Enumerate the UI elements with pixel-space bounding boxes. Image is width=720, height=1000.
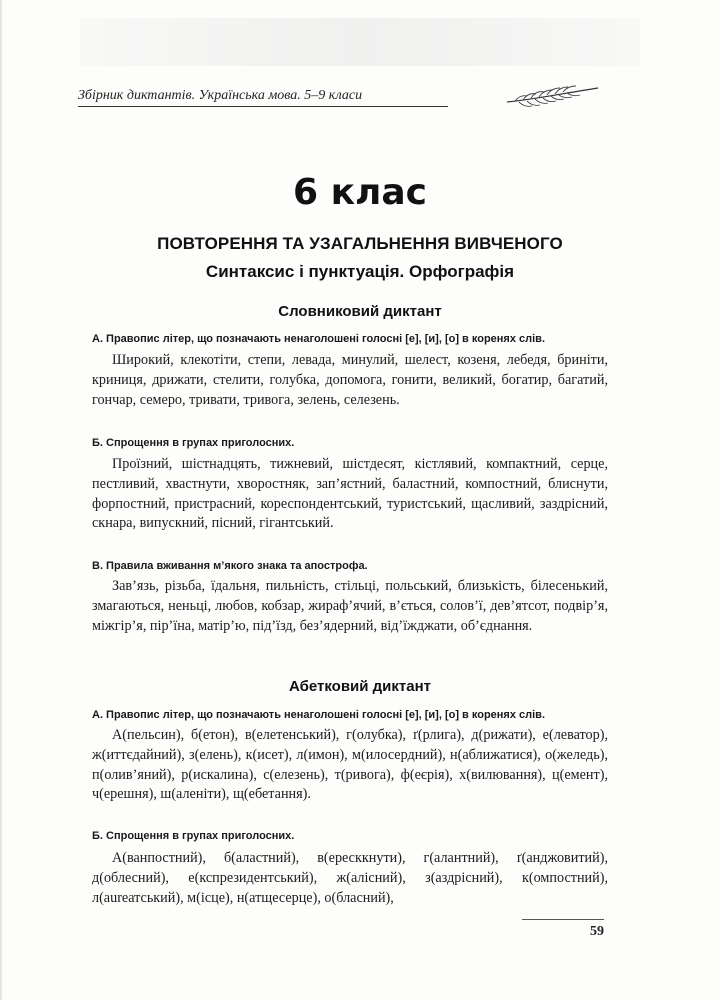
footer-rule (522, 919, 604, 920)
header-rule (78, 106, 448, 107)
subsection-title: Синтаксис і пунктуація. Орфографія (205, 262, 515, 281)
exercise-rubric: А. Правопис літер, що позначають ненаголошені голосні [е], [и], [о] в коренях слів. (92, 333, 546, 345)
page-number: 59 (590, 924, 604, 939)
dictation-title: Словниковий диктант (278, 303, 442, 320)
section-title: ПОВТОРЕННЯ ТА УЗАГАЛЬНЕННЯ ВИВЧЕНОГО (157, 234, 563, 253)
dictation-text: Проїзний, шістнадцять, тижневий, шістдесят, кістлявий, компактний, серце, пестливий, хвастнути, хворостняк, зап’ястний, баластний, компостний, блиснути, форпостний, пристрасний, кореспондентський, туристський, щасливий, заздрісний, скнара, випускний, пісний, гігантський. (92, 456, 608, 532)
dictation-text: Зав’язь, різьба, їдальня, пильність, стільці, польський, близькість, білесенький, змагаються, неньці, любов, кобзар, жираф’ячий, в’ється, солов’ї, дев’ятсот, подвір’я, міжгір’я, пір’їна, матір’ю, під’їзд, без’ядерний, від’їжджати, об’єднання. (92, 578, 608, 634)
dictation-text: А(пельсин), б(етон), в(елетенський), г(олубка), ґ(рлига), д(рижати), е(леватор), ж(иттєдайний), з(елень), к(исет), л(имон), м(илосердний), н(аближатися), о(желедь), п(олив’яний), р(искалина), с(елезень), т(ривога), ф(еєрія), х(вилювання), ц(емент), ч(ерешня), ш(аленіти), щ(ебетання). (92, 727, 608, 803)
dictation-title: Абетковий диктант (288, 678, 432, 695)
running-head-text: Збірник диктантів. Українська мова. 5–9 класи (78, 88, 363, 103)
page-edge (0, 0, 2, 1000)
exercise-rubric: А. Правопис літер, що позначають ненаголошені голосні [е], [и], [о] в коренях слів. (92, 709, 546, 721)
bleed-through-text (80, 18, 640, 66)
exercise-rubric: Б. Спрощення в групах приголосних. (92, 437, 295, 449)
feather-ornament-icon (505, 84, 600, 110)
dictation-text: Широкий, клекотіти, степи, левада, минулий, шелест, козеня, лебедя, бриніти, криниця, дрижати, стелити, голубка, допомога, гонити, великий, богатир, багатий, гончар, семеро, тривати, тривога, зелень, селезень. (92, 352, 608, 408)
dictation-text: А(ванпостний), б(аластний), в(ересккнути), г(алантний), ґ(анджовитий), д(облесний), е(кспрезидентський), ж(алісний), з(аздрісний), к(омпостний), л(аureатський), м(ісце), н(атщесерце), о(бласний), (92, 850, 608, 906)
exercise-rubric: Б. Спрощення в групах приголосних. (92, 830, 295, 842)
running-header (78, 86, 470, 104)
chapter-title: 6 клас (292, 172, 427, 213)
exercise-rubric: В. Правила вживання м’якого знака та апострофа. (92, 560, 368, 572)
